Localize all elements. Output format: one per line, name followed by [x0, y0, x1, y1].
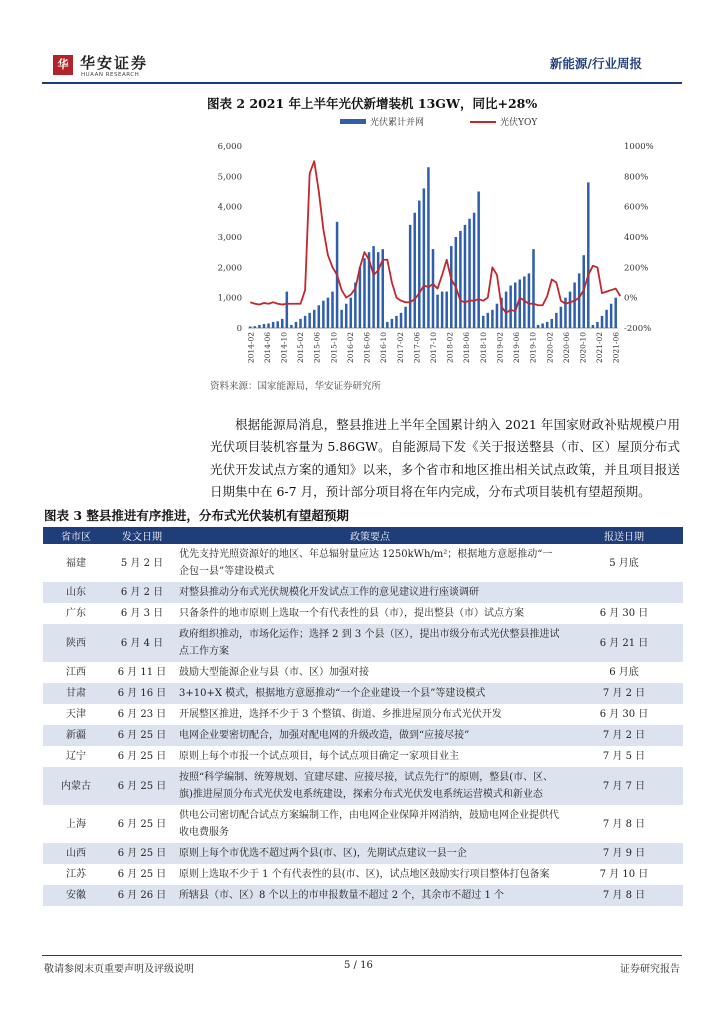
y-left-tick: 5,000 [217, 172, 242, 183]
x-tick-label: 2014-02 [246, 332, 256, 364]
cell-policy: 鼓励大型能源企业与县（市、区）加强对接 [179, 667, 369, 678]
cell-region: 广东 [66, 608, 86, 619]
x-tick-label: 2015-10 [329, 332, 339, 364]
cell-region: 福建 [66, 557, 86, 569]
y-left-tick: 1,000 [217, 293, 242, 304]
cell-date: 6 月 25 日 [117, 869, 167, 880]
bar [450, 246, 453, 328]
y-right-tick: 600% [624, 202, 649, 213]
cell-date: 6 月 16 日 [109, 683, 175, 704]
table-row [43, 864, 683, 885]
figure3-title: 图表 3 整县推进有序推进，分布式光伏装机有望超预期 [44, 508, 349, 523]
y-left-tick: 3,000 [217, 233, 242, 243]
cell-policy: 3+10+X 模式，根据地方意愿推动“一个企业建设一个县”等建设模式 [175, 683, 565, 704]
x-tick-label: 2016-02 [345, 332, 355, 364]
cell-date: 6 月 11 日 [117, 667, 167, 678]
bar [331, 292, 334, 328]
cell-region: 内蒙古 [43, 767, 109, 805]
header-date: 发文日期 [109, 527, 175, 544]
cell-region: 陕西 [43, 624, 109, 662]
cell-policy: 优先支持光照资源好的地区、年总辐射量应达 1250kWh/m²；根据地方意愿推动“一企包一县”等建设模式 [179, 549, 553, 577]
legend-bar-label: 光伏累计并网 [370, 118, 425, 128]
bar [569, 292, 572, 328]
y-right-tick: 0% [624, 293, 638, 304]
cell-policy: 原则上每个市报一个试点项目，每个试点项目确定一家项目业主 [179, 751, 459, 762]
y-left-tick: 2,000 [217, 263, 242, 274]
bar [372, 246, 375, 328]
x-tick-label: 2018-02 [445, 332, 455, 364]
x-tick-label: 2017-10 [429, 332, 438, 364]
bar [587, 182, 590, 328]
bar [592, 325, 595, 328]
table-row [43, 843, 683, 864]
brand-name: 华安证券 [80, 54, 149, 72]
bar [541, 323, 544, 328]
table-row [43, 725, 683, 746]
bar [304, 316, 307, 328]
cell-date: 6 月 25 日 [109, 767, 175, 805]
brand-logo-icon: 华 [53, 55, 73, 75]
cell-policy: 政府组织推动，市场化运作；选择 2 到 3 个县（区），提出市级分布式光伏整县推进试点工作方案 [175, 624, 565, 662]
x-tick-label: 2016-10 [379, 332, 389, 364]
bar [400, 313, 403, 328]
y-right-tick: -200% [624, 324, 652, 334]
x-tick-label: 2018-06 [462, 332, 472, 364]
bar [413, 213, 416, 328]
cell-due: 7 月 8 日 [602, 818, 646, 830]
table-header-row [43, 527, 683, 544]
x-tick-label: 2020-06 [561, 332, 571, 364]
y-left-tick: 6,000 [217, 142, 242, 152]
brand-subtitle: HUAAN RESEARCH [81, 72, 140, 78]
x-tick-label: 2015-06 [312, 332, 322, 364]
x-tick-label: 2019-02 [495, 332, 505, 364]
bar [505, 292, 508, 328]
header-policy: 政策要点 [175, 527, 565, 544]
cell-policy: 所辖县（市、区）8 个以上的市申报数量不超过 2 个，其余市不超过 1 个 [175, 885, 565, 906]
cell-due: 7 月 2 日 [565, 725, 683, 746]
cell-due: 6 月 30 日 [599, 608, 649, 619]
bar [409, 225, 412, 328]
header-divider [42, 82, 682, 84]
table-row [43, 704, 683, 725]
bar [601, 316, 604, 328]
cell-due: 6 月 30 日 [599, 709, 649, 720]
bar [281, 319, 284, 328]
y-right-tick: 1000% [624, 142, 654, 152]
y-right-tick: 200% [624, 263, 649, 274]
footer-report-label: 证券研究报告 [620, 964, 680, 975]
cell-date: 6 月 26 日 [109, 885, 175, 906]
x-tick-label: 2017-06 [412, 332, 422, 364]
bar [560, 307, 563, 328]
cell-due: 5 月底 [609, 557, 639, 569]
x-tick-label: 2014-10 [279, 332, 289, 364]
x-tick-label: 2017-02 [395, 332, 405, 364]
bar [395, 316, 398, 328]
bar [441, 292, 444, 328]
cell-policy: 对整县推动分布式光伏规模化开发试点工作的意见建议进行座谈调研 [175, 582, 565, 603]
bar [614, 298, 617, 328]
pv-installation-chart [200, 112, 660, 374]
cell-region: 山东 [43, 582, 109, 603]
bar [578, 273, 581, 328]
cell-date: 6 月 3 日 [120, 608, 164, 619]
cell-due: 7 月 9 日 [565, 843, 683, 864]
bar [468, 219, 471, 328]
bar [509, 286, 512, 328]
table-row [43, 683, 683, 704]
bar [555, 313, 558, 328]
bar [482, 316, 485, 328]
bar [327, 298, 330, 328]
x-tick-label: 2020-10 [578, 332, 588, 364]
cell-region: 上海 [66, 818, 86, 830]
bar [377, 252, 380, 328]
cell-region: 天津 [66, 709, 86, 720]
cell-date: 6 月 23 日 [117, 709, 167, 720]
bar [573, 283, 576, 329]
y-left-tick: 0 [236, 324, 242, 334]
chart-legend [340, 116, 538, 128]
table-row [43, 805, 683, 843]
x-tick-label: 2014-06 [262, 332, 272, 364]
bar [350, 298, 353, 328]
bar [286, 292, 289, 328]
bar [263, 324, 266, 328]
cell-policy: 电网企业要密切配合，加强对配电网的升级改造，做到“应接尽接” [175, 725, 565, 746]
x-tick-label: 2020-02 [545, 332, 555, 364]
bar [276, 321, 279, 328]
figure2-title: 图表 2 2021 年上半年光伏新增装机 13GW，同比+28% [207, 96, 538, 111]
body-paragraph: 根据能源局消息，整县推进上半年全国累计纳入 2021 年国家财政补贴规模户用光伏项目装机容量为 5.86GW。自能源局下发《关于报送整县（市、区）屋顶分布式光伏开发试点方案的通知》以来，多个省市和地区推出相关试点政策，并且项目报送日期集中在 6-7 月，预计部分项目将在年内完成，分布式项目装机有望超预期。 [210, 417, 680, 499]
bar [537, 325, 540, 328]
bar [391, 319, 394, 328]
cell-due: 7 月 8 日 [565, 885, 683, 906]
bar [473, 213, 476, 328]
page-number: 5 / 16 [344, 960, 373, 971]
x-tick-label: 2021-06 [611, 332, 621, 364]
cell-policy: 按照“科学编制、统筹规划、宜建尽建、应接尽接，试点先行”的原则，整县(市、区、旗)推进屋顶分布式光伏发电系统建设，探索分布式光伏发电系统运营模式和新业态 [175, 767, 565, 805]
bar [272, 322, 275, 328]
cell-date: 6 月 25 日 [109, 843, 175, 864]
bar [605, 310, 608, 328]
legend-line-label: 光伏YOY [500, 118, 538, 128]
bar [308, 313, 311, 328]
table-row [43, 746, 683, 767]
y-right-tick: 400% [624, 233, 649, 243]
bar [459, 231, 462, 328]
cell-date: 6 月 25 日 [117, 818, 167, 830]
cell-policy: 原则上选取不少于 1 个有代表性的县(市、区)，试点地区鼓励实行项目整体打包备案 [179, 869, 550, 880]
cell-due: 6 月 21 日 [565, 624, 683, 662]
bar [610, 304, 613, 328]
header-due: 报送日期 [565, 527, 683, 544]
bar [477, 192, 480, 329]
table-row [43, 767, 683, 805]
bar [418, 201, 421, 328]
bar [404, 307, 407, 328]
y-right-tick: 800% [624, 172, 649, 183]
bar [423, 188, 426, 328]
table-row [43, 662, 683, 683]
bar [464, 225, 467, 328]
cell-policy: 供电公司密切配合试点方案编制工作，由电网企业保障并网消纳，鼓励电网企业提供代收电费服务 [179, 810, 559, 838]
legend-bar-swatch [340, 119, 366, 124]
cell-policy: 开展整区推进，选择不少于 3 个整镇、街道、乡推进屋顶分布式光伏开发 [179, 709, 502, 720]
cell-region: 江苏 [66, 869, 86, 880]
cell-due: 7 月 7 日 [565, 767, 683, 805]
table-row [43, 544, 683, 582]
bar [445, 292, 448, 328]
cell-region: 甘肃 [43, 683, 109, 704]
x-tick-label: 2015-02 [296, 332, 306, 364]
cell-date: 6 月 25 日 [109, 725, 175, 746]
bar [514, 283, 517, 329]
bar [363, 258, 366, 328]
bar [299, 319, 302, 328]
series-line-yoy [250, 161, 620, 313]
bar [290, 325, 293, 328]
bar [322, 301, 325, 328]
x-tick-label: 2016-06 [362, 332, 372, 364]
footer-disclaimer: 敬请参阅末页重要声明及评级说明 [44, 964, 194, 975]
cell-policy: 只备条件的地市原则上选取一个有代表性的县（市），提出整县（市）试点方案 [179, 608, 524, 619]
bar [427, 167, 430, 328]
x-tick-label: 2018-10 [478, 332, 488, 364]
bar [487, 313, 490, 328]
bar [313, 310, 316, 328]
bar [528, 273, 531, 328]
table-row [43, 624, 683, 662]
bar [436, 295, 439, 328]
policy-table [43, 527, 683, 906]
bar [318, 305, 321, 328]
cell-region: 山西 [43, 843, 109, 864]
bar [596, 322, 599, 328]
bar [340, 310, 343, 328]
cell-region: 辽宁 [66, 751, 86, 762]
report-type: 新能源/行业周报 [549, 56, 642, 71]
bar [551, 319, 554, 328]
table-row [43, 885, 683, 906]
bar [546, 322, 549, 328]
cell-policy: 原则上每个市优选不超过两个县(市、区)，先期试点建议一县一企 [175, 843, 565, 864]
cell-region: 新疆 [43, 725, 109, 746]
figure2-source: 资料来源：国家能源局，华安证券研究所 [210, 381, 382, 392]
bar [519, 279, 522, 328]
bar [295, 322, 298, 328]
bar [249, 326, 252, 328]
bar [386, 322, 389, 328]
bar [258, 325, 261, 328]
bar [491, 310, 494, 328]
cell-due: 7 月 5 日 [602, 751, 646, 762]
x-tick-label: 2021-02 [595, 332, 605, 364]
x-tick-label: 2019-10 [528, 332, 538, 364]
cell-date: 6 月 2 日 [109, 582, 175, 603]
cell-date: 5 月 2 日 [120, 557, 164, 569]
bar [345, 304, 348, 328]
footer-divider [42, 955, 682, 956]
header-region: 省市区 [43, 527, 109, 544]
cell-region: 安徽 [43, 885, 109, 906]
table-row [43, 582, 683, 603]
cell-date: 6 月 4 日 [109, 624, 175, 662]
x-tick-label: 2019-06 [512, 332, 522, 364]
cell-due [565, 582, 683, 603]
cell-region: 江西 [66, 667, 86, 678]
bar [432, 249, 435, 328]
cell-due: 6 月底 [609, 667, 639, 678]
bar [267, 323, 270, 328]
cell-due: 7 月 2 日 [565, 683, 683, 704]
cell-due: 7 月 10 日 [599, 869, 649, 880]
bar [455, 237, 458, 328]
bar [532, 249, 535, 328]
cell-date: 6 月 25 日 [117, 751, 167, 762]
bar [496, 304, 499, 328]
table-row [43, 603, 683, 624]
y-left-tick: 4,000 [217, 202, 242, 213]
bar [359, 267, 362, 328]
bar [254, 326, 257, 328]
